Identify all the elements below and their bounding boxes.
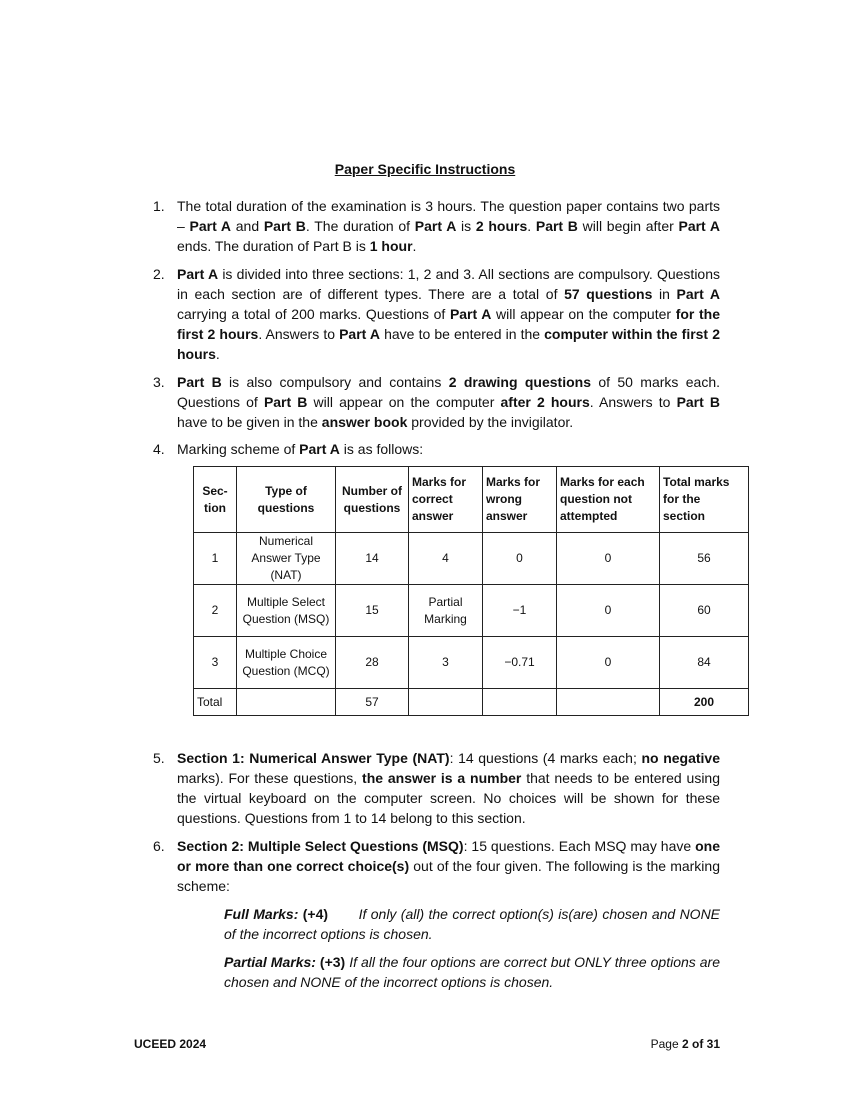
item-number: 2. <box>153 266 165 282</box>
marking-scheme-table <box>193 466 749 716</box>
cell-total-label: Total <box>194 689 237 716</box>
item-text: Section 2: Multiple Select Questions (MSQ): 15 questions. Each MSQ may have one or more than one correct choice(s) out of the four given. The following is the marking scheme: <box>177 838 720 894</box>
header-wrong: Marks for wrong answer <box>483 467 557 533</box>
footer-exam-name: UCEED 2024 <box>134 1037 207 1051</box>
partial-marks-value: (+3) <box>319 954 346 970</box>
table-row <box>194 637 749 689</box>
page-title: Paper Specific Instructions <box>334 161 516 177</box>
cell-number: 15 <box>336 585 409 637</box>
header-type: Type of questions <box>237 467 336 533</box>
instruction-item-1 <box>153 196 720 256</box>
cell-type: Multiple Select Question (MSQ) <box>237 585 336 637</box>
cell-empty <box>237 689 336 716</box>
header-total: Total marks for the section <box>660 467 749 533</box>
item-text: Marking scheme of Part A is as follows: <box>177 441 424 457</box>
cell-wrong: −0.71 <box>483 637 557 689</box>
cell-total-marks: 200 <box>660 689 749 716</box>
cell-not-attempted: 0 <box>557 637 660 689</box>
item-number: 1. <box>153 198 165 214</box>
header-not-attempted: Marks for each question not attempted <box>557 467 660 533</box>
item-number: 4. <box>153 441 165 457</box>
instruction-item-3 <box>153 372 720 432</box>
cell-section: 2 <box>194 585 237 637</box>
instruction-item-4 <box>153 439 720 459</box>
item-number: 5. <box>153 750 165 766</box>
header-number: Number of questions <box>336 467 409 533</box>
table-header-row <box>194 467 749 533</box>
item-text: Part A is divided into three sections: 1, 2 and 3. All sections are compulsory. Questions in each section are of different types. There are a total of 57 questions in Part A carrying a total of 200 marks. Questions of Part A will appear on the computer for the first 2 hours. Answers to Part A have to be entered in the computer within the first 2 hours. <box>177 266 721 362</box>
cell-total-questions: 57 <box>336 689 409 716</box>
cell-section: 3 <box>194 637 237 689</box>
full-marks-text: If only (all) the correct option(s) is(are) chosen and NONE of the incorrect options is chosen. <box>224 906 721 942</box>
cell-empty <box>483 689 557 716</box>
item-text: Part B is also compulsory and contains 2 drawing questions of 50 marks each. Questions of Part B will appear on the computer after 2 hours. Answers to Part B have to be given in the answer book provided by the invigilator. <box>177 374 721 430</box>
header-correct: Marks for correct answer <box>409 467 483 533</box>
item-number: 3. <box>153 374 165 390</box>
cell-wrong: −1 <box>483 585 557 637</box>
table-row <box>194 585 749 637</box>
full-marks-rule <box>224 904 720 944</box>
cell-number: 28 <box>336 637 409 689</box>
partial-marks-rule <box>224 952 720 992</box>
cell-empty <box>409 689 483 716</box>
cell-correct: 4 <box>409 533 483 585</box>
full-marks-value: (+4) <box>302 906 329 922</box>
cell-number: 14 <box>336 533 409 585</box>
cell-correct: 3 <box>409 637 483 689</box>
header-section: Sec-tion <box>194 467 237 533</box>
cell-wrong: 0 <box>483 533 557 585</box>
cell-not-attempted: 0 <box>557 585 660 637</box>
cell-type: Numerical Answer Type (NAT) <box>237 533 336 585</box>
partial-marks-text: If all the four options are correct but ONLY three options are chosen and NONE of the incorrect options is chosen. <box>224 954 720 990</box>
instruction-item-5 <box>153 748 720 828</box>
cell-type: Multiple Choice Question (MCQ) <box>237 637 336 689</box>
partial-marks-label: Partial Marks: <box>224 954 316 970</box>
item-number: 6. <box>153 838 165 854</box>
cell-total: 56 <box>660 533 749 585</box>
cell-empty <box>557 689 660 716</box>
item-text: Section 1: Numerical Answer Type (NAT): 14 questions (4 marks each; no negative marks). For these questions, the answer is a number that needs to be entered using the virtual keyboard on the computer screen. No choices will be shown for these questions. Questions from 1 to 14 belong to this section. <box>177 750 721 826</box>
instruction-item-2 <box>153 264 720 364</box>
cell-not-attempted: 0 <box>557 533 660 585</box>
footer-page-number: Page 2 of 31 <box>650 1037 720 1051</box>
instruction-item-6 <box>153 836 720 896</box>
cell-total: 84 <box>660 637 749 689</box>
item-text: The total duration of the examination is 3 hours. The question paper contains two parts – Part A and Part B. The duration of Part A is 2 hours. Part B will begin after Part A ends. The duration of Part B is 1 hour. <box>177 198 721 254</box>
table-total-row <box>194 689 749 716</box>
table-row <box>194 533 749 585</box>
cell-total: 60 <box>660 585 749 637</box>
cell-correct: Partial Marking <box>409 585 483 637</box>
cell-section: 1 <box>194 533 237 585</box>
full-marks-label: Full Marks: <box>224 906 299 922</box>
